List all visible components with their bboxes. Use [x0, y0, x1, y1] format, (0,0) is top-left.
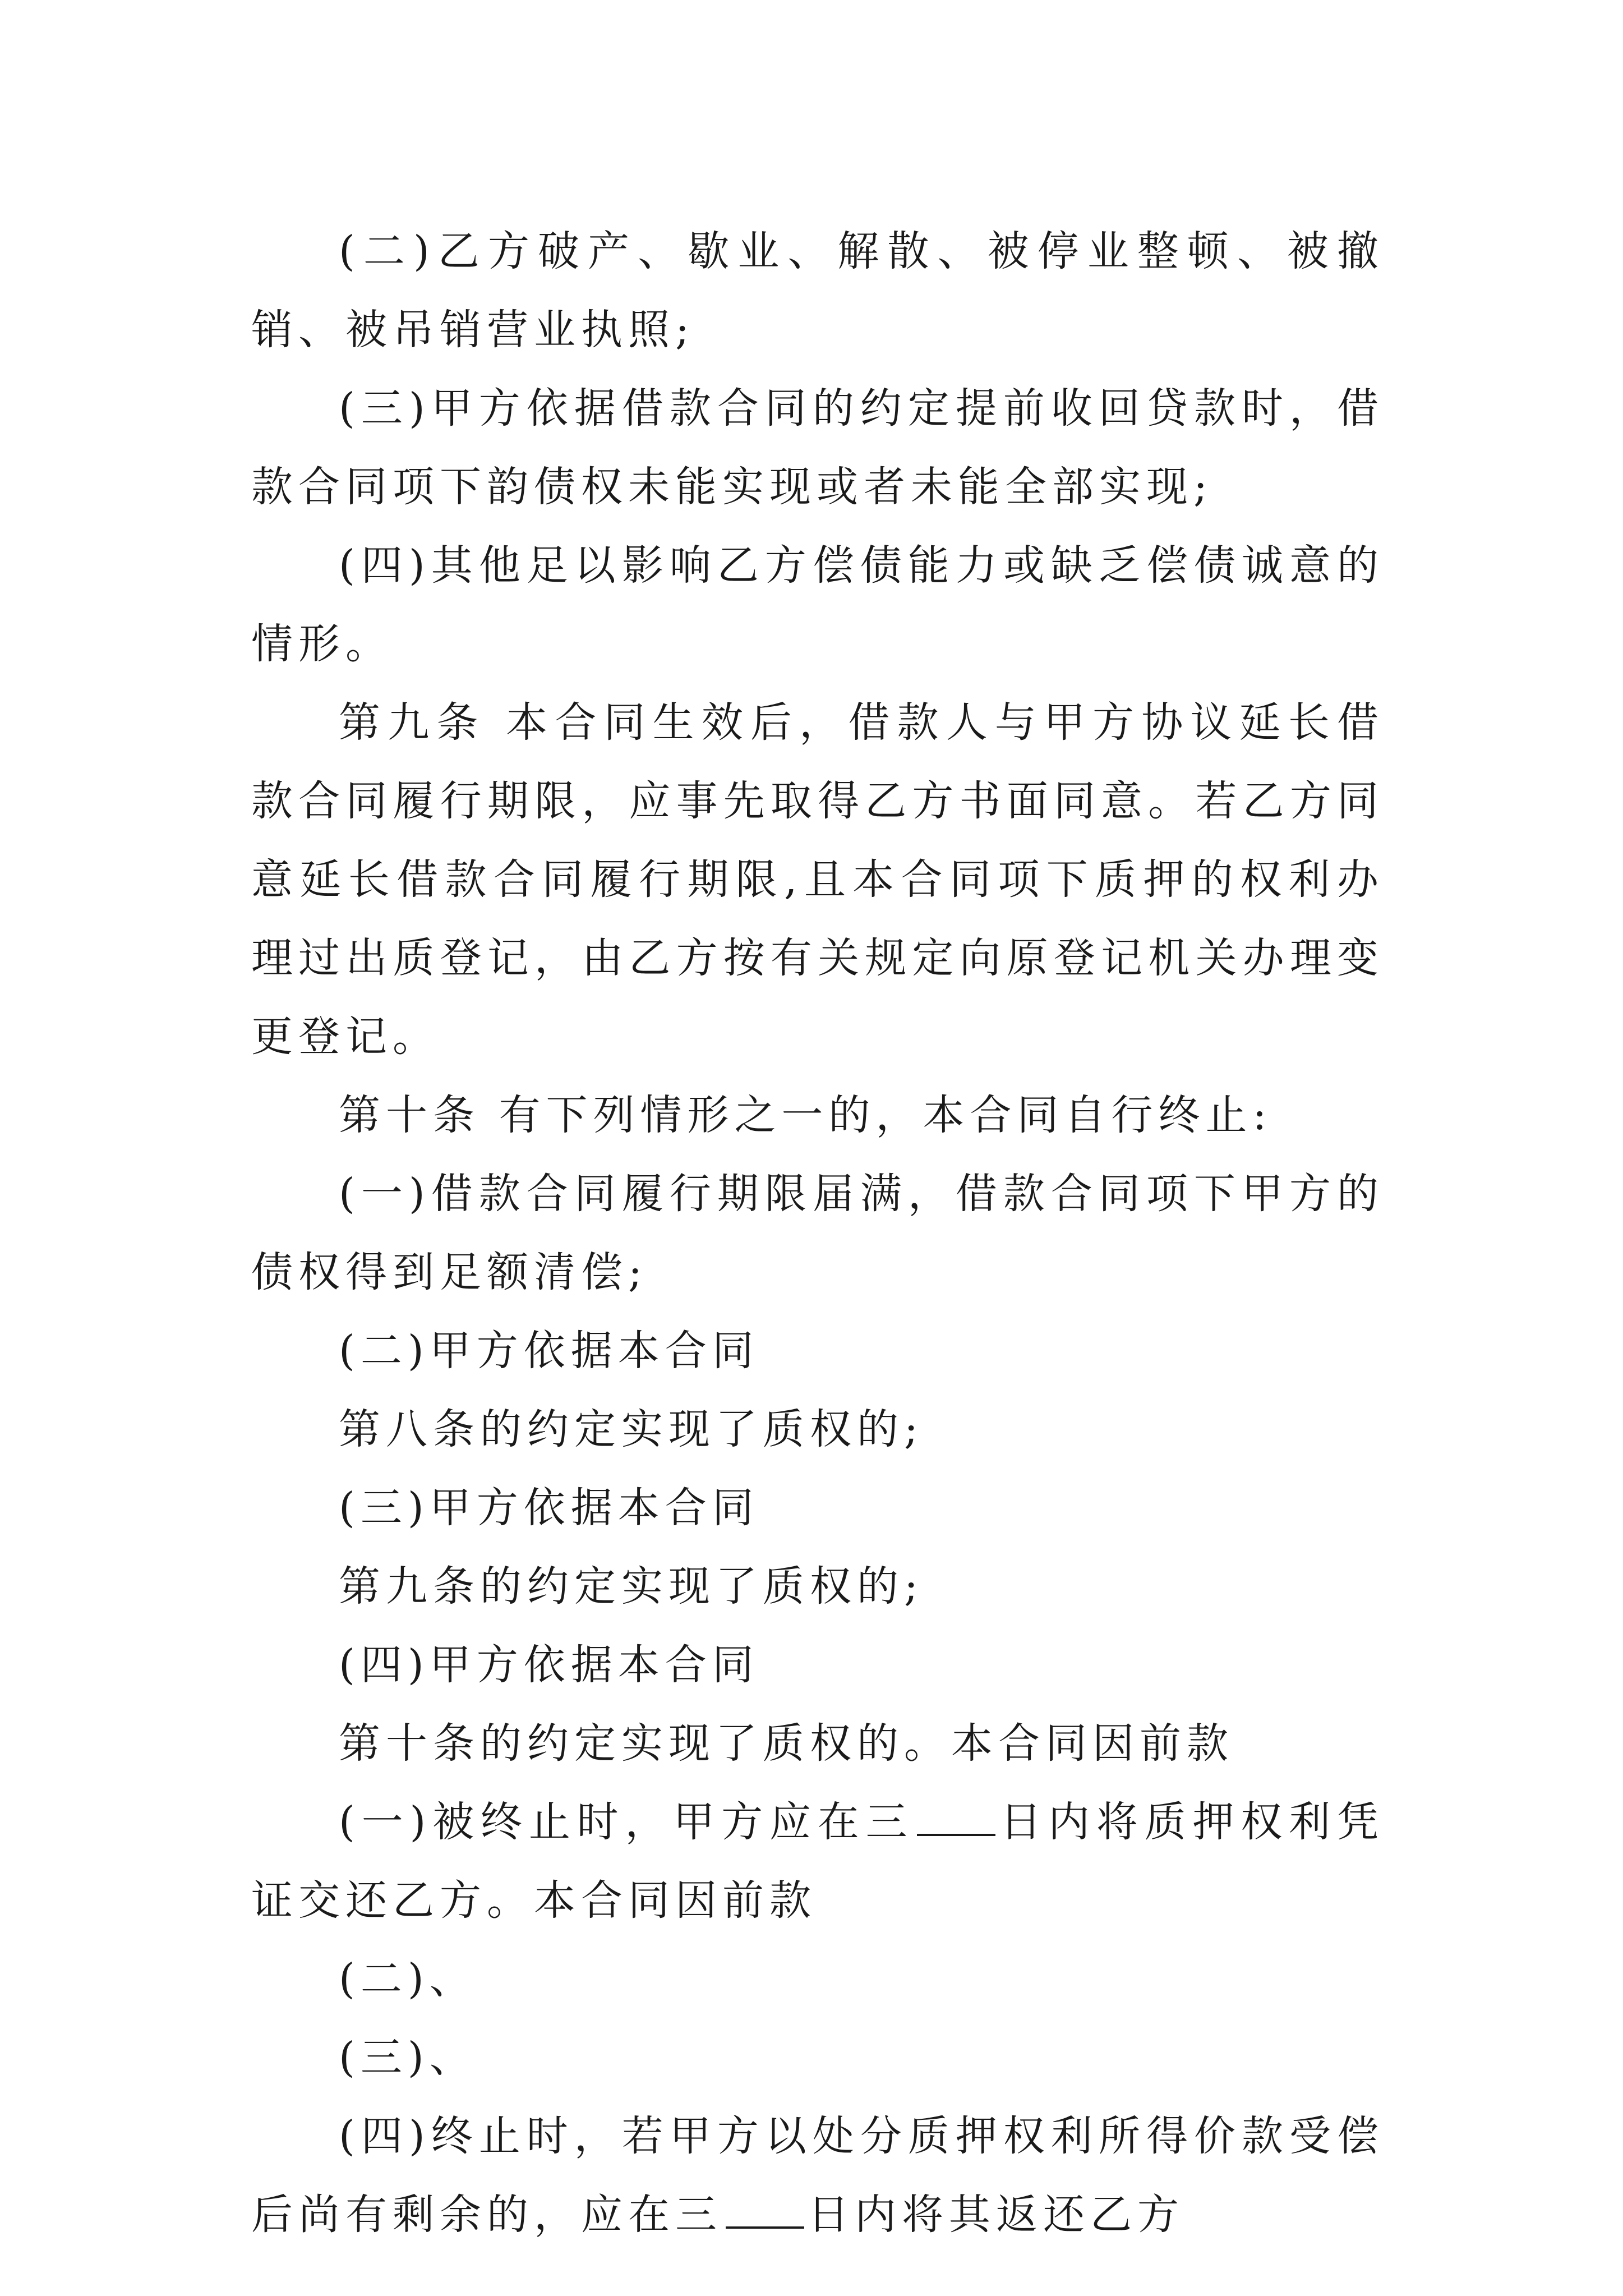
paragraph: (四)其他足以影响乙方偿债能力或缺乏偿债诚意的情形。	[251, 541, 1384, 668]
paragraph: (三)甲方依据借款合同的约定提前收回贷款时，借款合同项下韵债权未能实现或者未能全部实现;	[251, 384, 1384, 511]
paragraph-text-before-blank: (四)终止时，若甲方以处分质押权利所得价款受偿后尚有剩余的，应在三	[251, 2112, 1384, 2239]
paragraph-text-after-blank: 日内将其返还乙方	[808, 2191, 1184, 2239]
document-body	[251, 212, 1384, 2254]
paragraph	[251, 2097, 1384, 2254]
paragraph: 第九条的约定实现了质权的;	[339, 1562, 924, 1611]
paragraph	[251, 1783, 1384, 1940]
paragraph: (二)甲方依据本合同	[339, 1327, 759, 1375]
paragraph: (二)、	[339, 1955, 477, 2003]
paragraph: (二)乙方破产、歇业、解散、被停业整顿、被撤销、被吊销营业执照;	[251, 227, 1384, 354]
paragraph: 第十条的约定实现了质权的。本合同因前款	[339, 1719, 1234, 1768]
paragraph-text-before-blank: (一)被终止时，甲方应在三	[339, 1798, 914, 1846]
paragraph: 第八条的约定实现了质权的;	[339, 1405, 924, 1453]
paragraph: (三)甲方依据本合同	[339, 1484, 759, 1532]
fill-in-blank	[917, 1800, 995, 1836]
paragraph: 第十条 有下列情形之一的，本合同自行终止:	[339, 1091, 1272, 1139]
paragraph-text-after-blank: 日内将质押权利凭证交还乙方。本合同因前款	[251, 1798, 1384, 1925]
paragraph: 第九条 本合同生效后，借款人与甲方协议延长借款合同履行期限，应事先取得乙方书面同意。若乙方同意延长借款合同履行期限,且本合同项下质押的权利办理过出质登记，由乙方按有关规定向原登记机关办理变更登记。	[251, 698, 1384, 1061]
paragraph: (三)、	[339, 2033, 477, 2082]
paragraph: (一)借款合同履行期限届满，借款合同项下甲方的债权得到足额清偿;	[251, 1170, 1384, 1296]
paragraph: (四)甲方依据本合同	[339, 1641, 759, 1689]
fill-in-blank	[726, 2193, 804, 2229]
